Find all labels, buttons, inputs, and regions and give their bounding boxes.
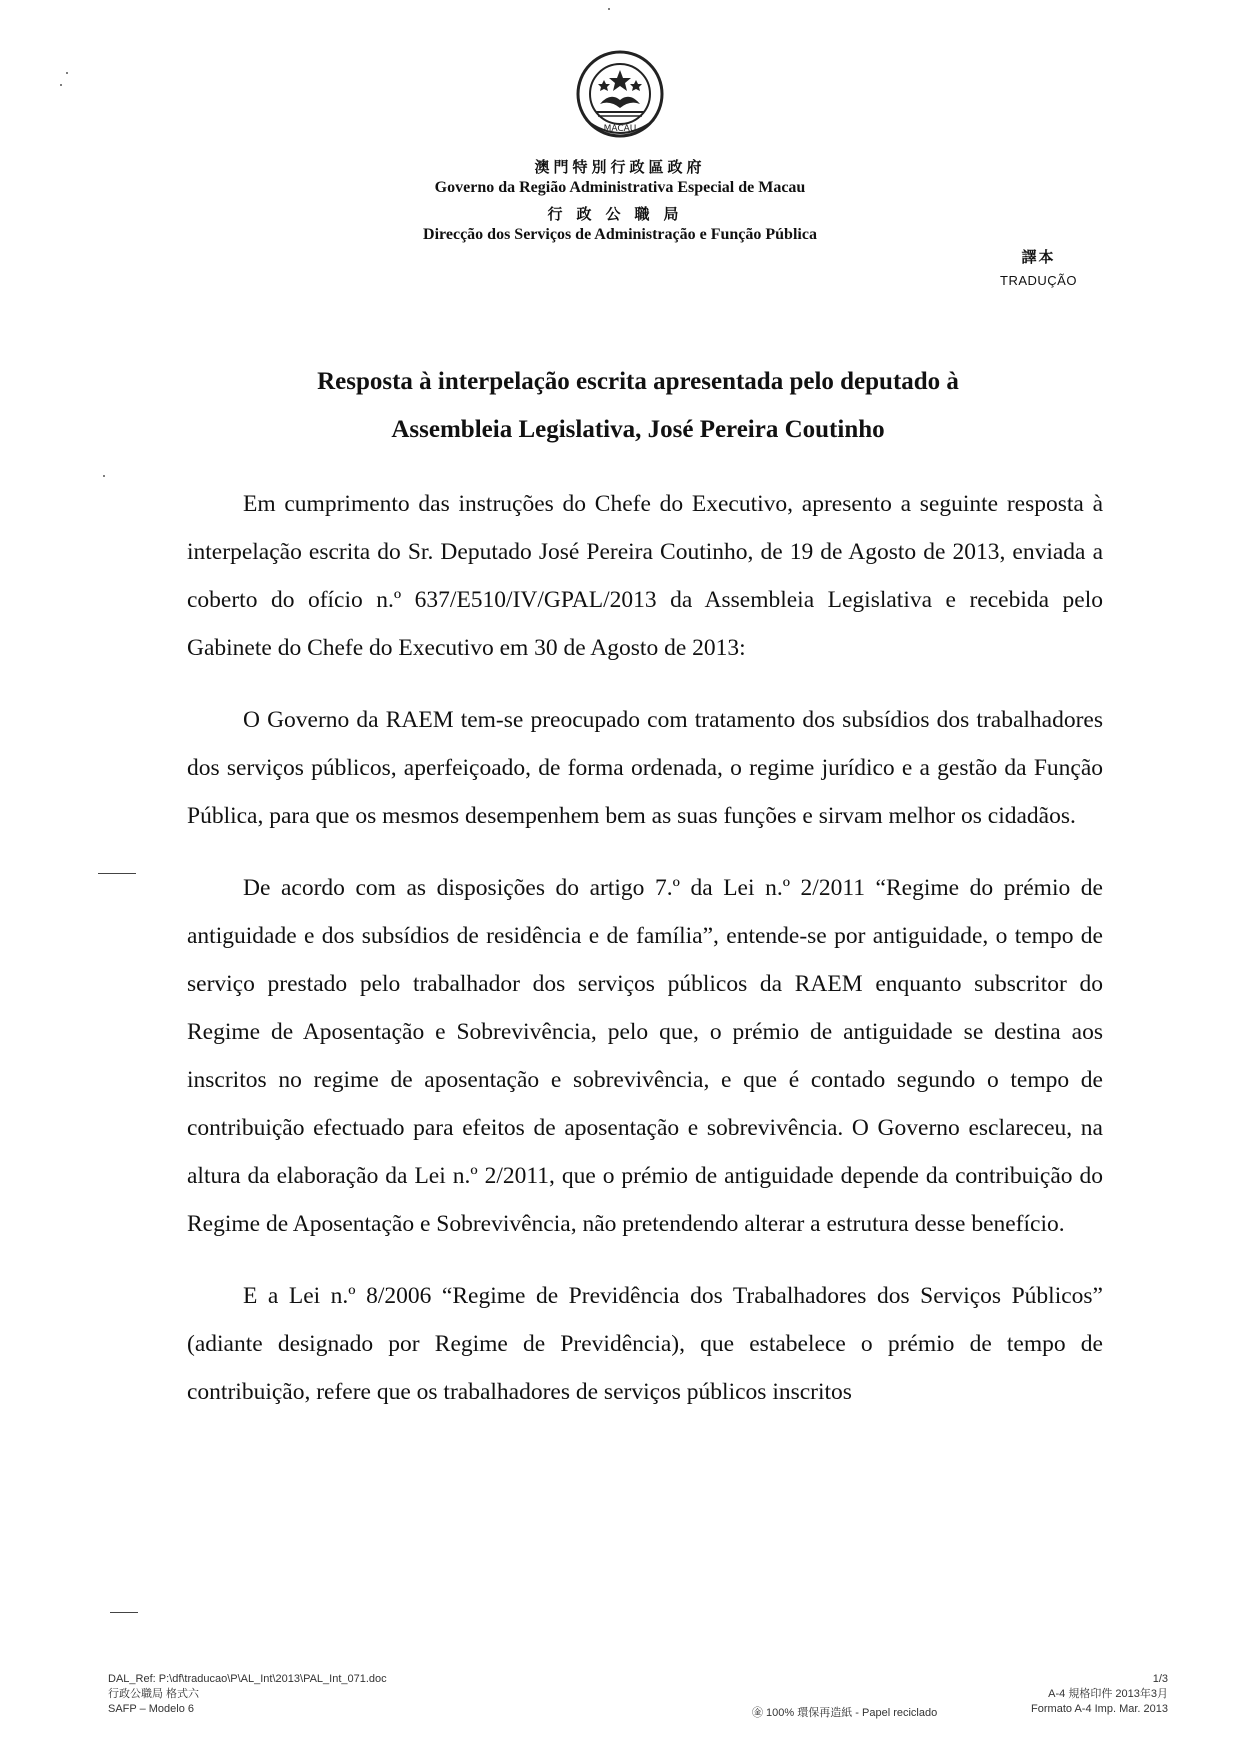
paragraph-law-2-2011: De acordo com as disposições do artigo 7.º da Lei n.º 2/2011 “Regime do prémio de antiguidade e dos subsídios de residência e de família”, entende-se por antiguidade, o tempo de serviço prestado pelo trabalhador dos serviços públicos da RAEM enquanto subscritor do Regime de Aposentação e Sobrevivência, pelo que, o prémio de antiguidade se destina aos inscritos no regime de aposentação e sobrevivência, e que é contado segundo o tempo de contribuição efectuado para efeitos de aposentação e sobrevivência. O Governo esclareceu, na altura da elaboração da Lei n.º 2/2011, que o prémio de antiguidade depende da contribuição do Regime de Aposentação e Sobrevivência, não pretendendo alterar a estrutura desse benefício.	[187, 875, 1103, 1237]
agency-name-pt: Governo da Região Administrativa Especial de Macau	[434, 179, 806, 196]
print-format-zh: A-4 規格印件 2013年3月	[1048, 1688, 1168, 1700]
page-footer	[0, 1672, 1240, 1742]
footer-right	[1031, 1672, 1168, 1717]
letterhead	[0, 48, 1240, 244]
svg-text:MACAU: MACAU	[603, 124, 637, 134]
agency-name-zh: 澳門特別行政區政府	[534, 158, 706, 176]
paragraph-intro: Em cumprimento das instruções do Chefe do Executivo, apresento a seguinte resposta à interpelação escrita do Sr. Deputado José Pereira Coutinho, de 19 de Agosto de 2013, enviada a coberto do ofício n.º 637/E510/IV/GPAL/2013 da Assembleia Legislativa e recebida pelo Gabinete do Chefe do Executivo em 30 de Agosto de 2013:	[187, 491, 1103, 661]
scan-speck	[608, 8, 610, 10]
scan-speck	[103, 475, 105, 477]
print-format-pt: Formato A-4 Imp. Mar. 2013	[1031, 1703, 1168, 1715]
page-number: 1/3	[1152, 1673, 1168, 1685]
translation-stamp-zh: 譯本	[1021, 248, 1056, 266]
scan-speck	[60, 84, 62, 86]
department-name-pt: Direcção dos Serviços de Administração e Função Pública	[423, 226, 817, 243]
paragraph-government: O Governo da RAEM tem-se preocupado com tratamento dos subsídios dos trabalhadores dos serviços públicos, aperfeiçoado, de forma ordenada, o regime jurídico e a gestão da Função Pública, para que os mesmos desempenhem bem as suas funções e sirvam melhor os cidadãos.	[187, 707, 1103, 829]
form-label-pt: SAFP – Modelo 6	[108, 1703, 195, 1715]
paragraph-law-8-2006: E a Lei n.º 8/2006 “Regime de Previdência dos Trabalhadores dos Serviços Públicos” (adiante designado por Regime de Previdência), que estabelece o prémio de tempo de contribuição, refere que os trabalhadores de serviços públicos inscritos	[187, 1283, 1103, 1405]
title-line-1: Resposta à interpelação escrita apresentada pelo deputado à	[317, 368, 959, 395]
recycled-paper-label: ㊎ 100% 環保再造紙 - Papel reciclado	[752, 1707, 938, 1719]
translation-stamp-pt: TRADUÇÃO	[1000, 273, 1077, 288]
footer-left	[108, 1672, 387, 1717]
document-body	[187, 480, 1103, 1440]
department-name-zh: 行政公職局	[547, 205, 693, 223]
macau-emblem-icon	[570, 48, 670, 148]
document-title	[188, 358, 1088, 454]
scan-mark	[110, 1612, 138, 1613]
scan-speck	[66, 72, 68, 74]
title-line-2: Assembleia Legislativa, José Pereira Coutinho	[391, 416, 885, 443]
translation-stamp	[1000, 246, 1077, 288]
scan-mark	[98, 873, 136, 874]
file-reference: DAL_Ref: P:\df\traducao\P\AL_Int\2013\PAL_Int_071.doc	[108, 1673, 387, 1685]
form-label-zh: 行政公職局 格式六	[108, 1688, 200, 1700]
